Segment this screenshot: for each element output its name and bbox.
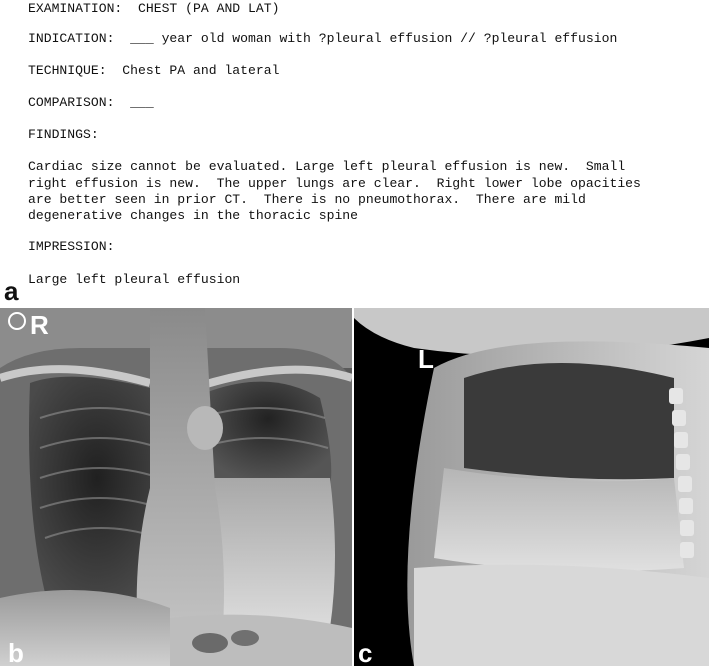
panel-label-c: c: [358, 638, 373, 666]
panel-label-b: b: [8, 638, 24, 666]
examination-line: EXAMINATION: CHEST (PA AND LAT): [28, 1, 280, 16]
lateral-chest-radiograph: [354, 308, 709, 666]
impression-header: IMPRESSION:: [28, 239, 115, 254]
comparison-line: COMPARISON: ___: [28, 95, 154, 110]
findings-line: Cardiac size cannot be evaluated. Large left pleural effusion is new. Small: [28, 159, 626, 174]
panel-label-a: a: [4, 276, 19, 306]
left-side-marker: L: [418, 344, 434, 374]
findings-line: right effusion is new. The upper lungs are clear. Right lower lobe opacities: [28, 176, 641, 191]
lateral-radiograph-image: [354, 308, 709, 666]
indication-line: INDICATION: ___ year old woman with ?pleural effusion // ?pleural effusion: [28, 31, 618, 46]
right-side-marker: R: [30, 310, 49, 340]
orientation-icon: [8, 312, 26, 330]
findings-line: are better seen in prior CT. There is no pneumothorax. There are mild: [28, 192, 586, 207]
pa-chest-radiograph: [0, 308, 352, 666]
impression-line: Large left pleural effusion: [28, 272, 241, 287]
findings-line: degenerative changes in the thoracic spine: [28, 208, 359, 223]
pa-radiograph-image: [0, 308, 352, 666]
findings-header: FINDINGS:: [28, 127, 99, 142]
technique-line: TECHNIQUE: Chest PA and lateral: [28, 63, 280, 78]
